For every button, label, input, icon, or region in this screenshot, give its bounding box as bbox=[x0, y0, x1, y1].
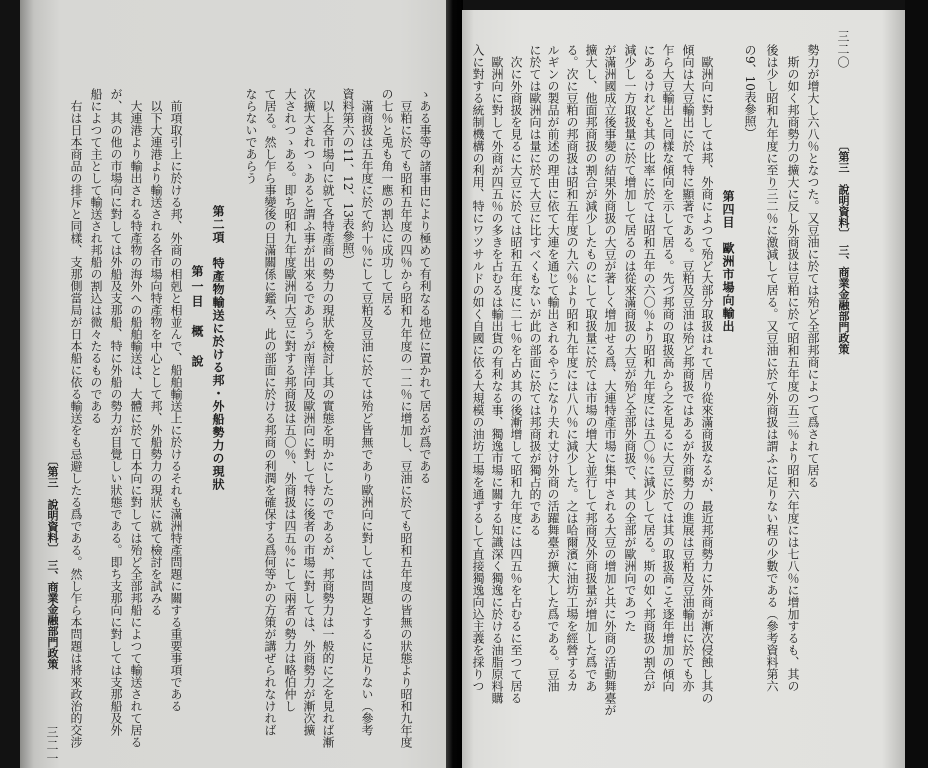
text-column: が、其の他の市場向に對しては外船及支那船、特に外船の勢力が目覺しい狀態である。即ち支那向に對しては支那船及外 bbox=[109, 88, 123, 736]
text-column: ルギンの製品が前述の理由に依て大連を通じて輸出されるやうになり夫れ丈け外商の活躍舞臺が擴大した爲である。豆油 bbox=[546, 44, 560, 692]
text-column: 次に外商扱を見るに大豆に於ては昭和五年度に二七％を占め其の後漸增して昭和九年度には四五％を占むるに至つて居る bbox=[509, 56, 523, 704]
text-column: 歐洲向に對して外商が四五％の多きを占むるは輸出貨の有利なる事、獨逸市場に關する知識深く獨逸に於ける油脂原料購 bbox=[490, 56, 504, 704]
section-heading: 第四目 歐洲市場向輸出 bbox=[721, 190, 735, 333]
text-column: ゝある事等の諸事由により極めて有利なる地位に置かれて居るが爲である bbox=[418, 88, 432, 484]
text-column: 傾向は大豆輸出に於て特に顯著である。豆粕及豆油は殆ど邦商扱ではあるが外商勢力の進展は豆粕及豆油輸出に於ても亦 bbox=[681, 44, 695, 692]
text-column: 擴大し、他面邦商扱の割合が減少したものにして取扱量に於ては市場の增大と並行して邦商及外商扱量が增加した爲であ bbox=[584, 44, 598, 692]
text-column: の9、10表參照） bbox=[743, 44, 757, 139]
text-column: 次擴大されつゝあると謂ふ事が出來るであらうが南洋向及歐洲向に對して特に後者の市場に對しては、外商勢力が漸次擴 bbox=[302, 88, 316, 736]
text-column: が滿洲國成立後事變の結果外商扱の大豆が著しく增加せる爲、大連特產市場に集中される大豆の增加と共に外商の活動舞臺が bbox=[603, 44, 617, 716]
text-column: 後は少し昭和九年度に至り三二％に激減して居る。又豆油に於て外商扱は謂ふに足りない程の少數である（參考資料第六 bbox=[765, 44, 779, 692]
text-column: 乍ら大豆輸出と同樣な傾向を示して居る。先づ邦商の取扱高から之を見るに大豆に於ては其の取扱高こそ逐年增加の傾向 bbox=[661, 44, 675, 692]
text-column: る。次に豆粕の邦商扱は昭和五年度の九六％より昭和九年度には八八％に減少した。之は哈爾濱に油坊工場を經營するカ bbox=[565, 44, 579, 692]
text-column: の七％と兎も角一應の割込に成功して居る bbox=[380, 88, 394, 316]
text-column: 減少し一方取扱量に於て增加して居るのは從來滿商扱の大豆が殆ど全部外商扱で、其の全部が歐洲向であつた bbox=[623, 44, 637, 632]
text-column: 資料第六の11、12、13表參照） bbox=[341, 88, 355, 266]
section-heading: 第二項 特產物輸送に於ける邦・外船勢力の現狀 bbox=[211, 205, 225, 491]
text-column: 勢力が增大し六八％となつた。又豆油に於ては殆ど全部邦商によつて爲されて居る bbox=[806, 44, 820, 488]
text-column: に於ては歐洲向は量に於て大豆に比すべくもないが此の部面に於ては邦商扱が獨占的である bbox=[528, 44, 542, 536]
running-header: 〔第三 說明資料〕 三、商業金融部門政策 bbox=[46, 455, 59, 670]
text-column: て居る。然し乍ら事變後の日滿關係に鑑み、此の部面に於ける邦商の利潤を確保する爲何等かの方策が講ぜられなければ bbox=[263, 88, 277, 736]
page-number: 三二一 bbox=[45, 726, 59, 765]
page-number: 三二〇 bbox=[836, 30, 850, 69]
text-column: 大されつゝある。即ち昭和九年度歐洲向大豆に對する邦商扱は五〇％、外商扱は四五％にして兩者の勢力は略伯仲し bbox=[283, 88, 297, 712]
text-column: 右は日本商品の排斥と同樣、支那側當局が日本船に依る輸送をも忌避したる爲である。然し乍ら本問題は將來政治的交涉 bbox=[69, 100, 83, 748]
subsection-heading: 第一目 概 說 bbox=[190, 265, 204, 370]
text-column: 以上各市場向に就て各特產商の勢力の現狀を檢討し其の實態を明かにしたのであるが、邦商勢力は一般的に之を見れば漸 bbox=[321, 100, 335, 748]
book-gutter bbox=[446, 0, 463, 768]
text-column: 船によつて主として輸送され邦船の割込は微々たるものである bbox=[89, 88, 103, 424]
text-column: 歐洲向に對しては邦、外商によつて殆ど大部分取扱はれて居り從來滿商扱なるが、最近邦商勢力に外商が漸次侵蝕し其の bbox=[700, 56, 714, 704]
text-column: 斯の如く邦商勢力の擴大に反し外商扱は豆粕に於て昭和五年度の五三％より昭和六年度には七八％に增加するも、其の bbox=[786, 56, 800, 692]
text-column: 入に對する統制機構の利用、特にワツサルドの如く自國に依る大規模の油坊工場を通ずるして直接獨逸向込主義を採りつ bbox=[471, 44, 485, 692]
text-column: 前項取引上に於ける邦、外商の相剋と相並んで、船舶輸送上に於けるそれも滿洲特產問題に關する重要事項である bbox=[169, 100, 183, 712]
text-column: 大連港より輸出される特產物の海外への船舶輸送は、大體に於て日本向に對しては殆ど全部邦船によつて輸送されて居る bbox=[129, 100, 143, 748]
text-column: 豆粕に於ても昭和五年度の四％から昭和九年度の一二％に增加し、豆油に於ても昭和五年度の皆無の狀態より昭和九年度 bbox=[399, 100, 413, 748]
text-column: 滿商扱は五年度に於て約十％にして豆粕及豆油に於ては殆ど皆無であり歐洲向に對しては問題とするに足りない（參考 bbox=[360, 100, 374, 736]
running-header: 〔第三 說明資料〕 三、商業金融部門政策 bbox=[837, 140, 850, 355]
text-column: にあるけれども其の比率に於ては昭和五年の六〇％より昭和九年度には五〇％に減少して居る。斯の如く邦商扱の割合が bbox=[642, 44, 656, 692]
text-column: 以下大連港より輸送される各市場向特產物を中心として邦、外船勢力の現狀に就て檢討を試みる bbox=[149, 100, 163, 616]
text-column: ならないであらう bbox=[244, 88, 258, 184]
scan-edge bbox=[905, 0, 928, 768]
